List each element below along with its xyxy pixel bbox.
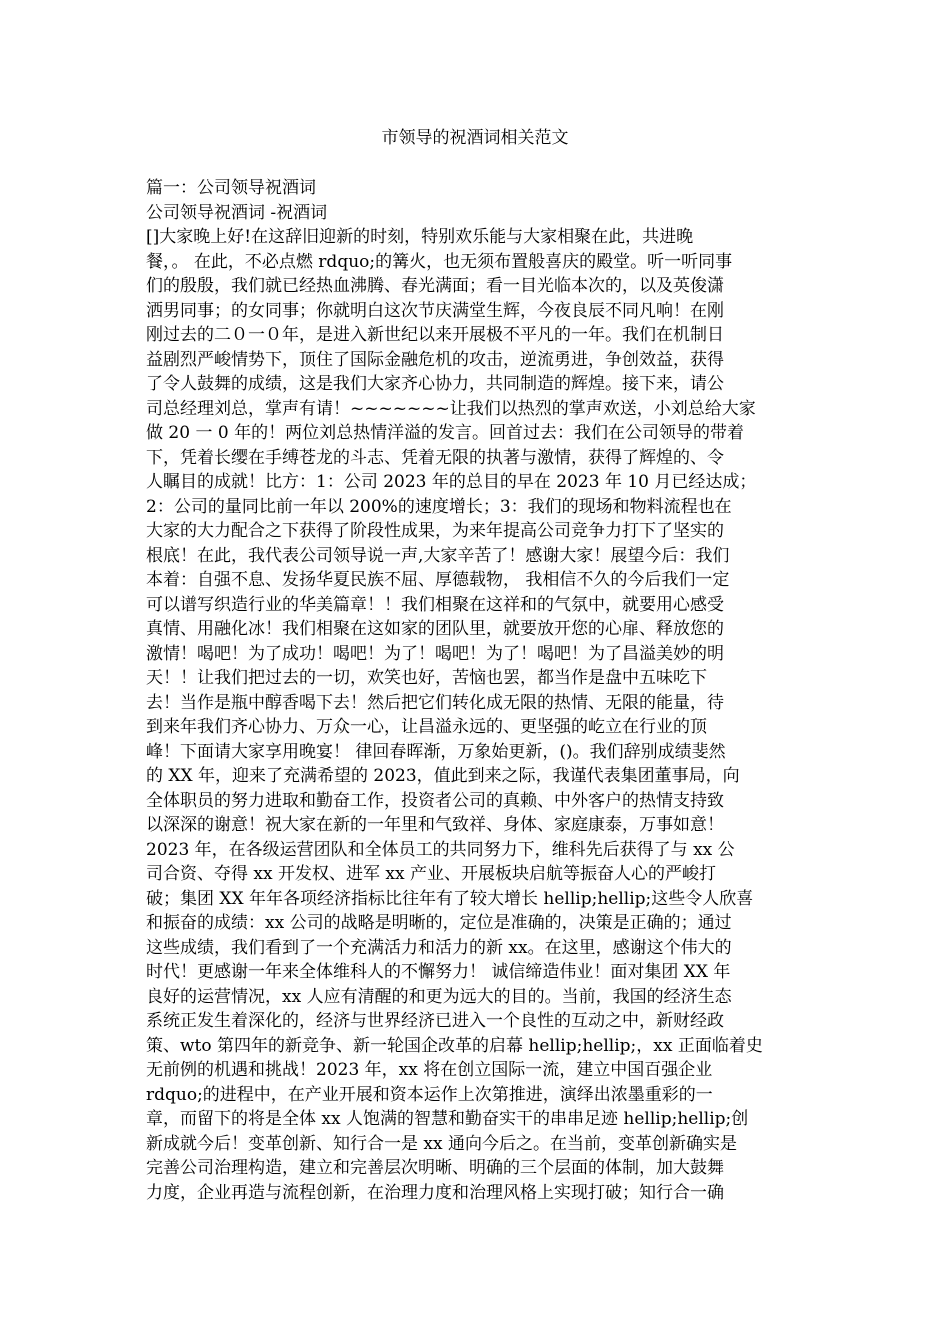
body-text-line: 了令人鼓舞的成绩，这是我们大家齐心协力，共同制造的辉煌。接下来，请公: [146, 374, 724, 394]
body-text-line: 公司领导祝酒词 -祝酒词: [146, 202, 328, 223]
body-text-line: 2023 年，在各级运营团队和全体员工的共同努力下，维科先后获得了与 xx 公: [146, 839, 735, 860]
body-text-line: 力度，企业再造与流程创新，在治理力度和治理风格上实现打破；知行合一确: [146, 1182, 724, 1203]
body-text-line: 餐，。 在此，不必点燃 rdquo;的篝火，也无须布置般喜庆的殿堂。听一听同事: [146, 251, 733, 272]
body-text-line: 人瞩目的成就！比方：1：公司 2023 年的总目的早在 2023 年 10 月已经达成；: [146, 472, 757, 492]
body-text-line: 司合资、夺得 xx 开发权、进军 xx 产业、开展板块启航等振奋人心的严峻打: [146, 864, 716, 884]
body-text-line: 做 20 一 0 年的！两位刘总热情洋溢的发言。回首过去：我们在公司领导的带着: [146, 423, 745, 443]
body-text-line: []大家晚上好!在这辞旧迎新的时刻，特别欢乐能与大家相聚在此，共进晚: [146, 227, 694, 247]
document-body: [146, 176, 806, 1205]
body-text-line: 刚过去的二０一０年，是进入新世纪以来开展极不平凡的一年。我们在机制日: [146, 325, 724, 345]
body-text-line: 系统正发生着深化的，经济与世界经济已进入一个良性的互动之中，新财经政: [146, 1011, 724, 1031]
body-text-line: 益剧烈严峻情势下，顶住了国际金融危机的攻击，逆流勇进，争创效益，获得: [146, 349, 724, 370]
body-text-line: 根底！在此，我代表公司领导说一声,大家辛苦了！感谢大家！展望今后：我们: [146, 545, 730, 566]
body-text-line: 去！当作是瓶中醇香喝下去！然后把它们转化成无限的热情、无限的能量，待: [146, 692, 724, 713]
document-title: 市领导的祝酒词相关范文: [381, 128, 569, 148]
body-text-line: 以深深的谢意！祝大家在新的一年里和气致祥、身体、家庭康泰，万事如意！: [146, 815, 724, 835]
body-text-line: 可以谱写织造行业的华美篇章！！我们相聚在这祥和的气氛中，就要用心感受: [146, 594, 724, 615]
body-text-line: 篇一：公司领导祝酒词: [146, 178, 316, 198]
body-text-line: 章，而留下的将是全体 xx 人饱满的智慧和勤奋实干的串串足迹 hellip;hellip;创: [146, 1109, 749, 1129]
body-text-line: 峰！下面请大家享用晚宴！ 律回春晖渐，万象始更新，()。我们辞别成绩斐然: [146, 741, 726, 762]
body-text-line: 真情、用融化冰！我们相聚在这如家的团队里，就要放开您的心扉、释放您的: [146, 619, 724, 639]
body-text-line: 下，凭着长缨在手缚苍龙的斗志、凭着无限的执著与激情，获得了辉煌的、令: [146, 447, 724, 468]
body-text-line: 全体职员的努力进取和勤奋工作，投资者公司的真赖、中外客户的热情支持致: [146, 790, 724, 811]
body-text-line: 到来年我们齐心协力、万众一心，让昌溢永远的、更坚强的屹立在行业的顶: [146, 717, 707, 737]
body-text-line: 天！！让我们把过去的一切，欢笑也好，苦恼也罢，都当作是盘中五味吃下: [146, 668, 707, 688]
body-text-line: 和振奋的成绩：xx 公司的战略是明晰的，定位是准确的，决策是正确的；通过: [146, 913, 732, 933]
body-text-line: 完善公司治理构造，建立和完善层次明晰、明确的三个层面的体制，加大鼓舞: [146, 1158, 724, 1178]
body-text-line: rdquo;的进程中，在产业开展和资本运作上次第推进，演绎出浓墨重彩的一: [146, 1084, 713, 1105]
body-text-line: 时代！更感谢一年来全体维科人的不懈努力！ 诚信缔造伟业！面对集团 XX 年: [146, 962, 731, 982]
body-text-line: 大家的大力配合之下获得了阶段性成果，为来年提高公司竞争力打下了坚实的: [146, 521, 724, 541]
body-text-line: 无前例的机遇和挑战！2023 年，xx 将在创立国际一流，建立中国百强企业: [146, 1060, 713, 1080]
body-text-line: 良好的运营情况，xx 人应有清醒的和更为远大的目的。当前，我国的经济生态: [146, 986, 732, 1007]
body-text-line: 司总经理刘总，掌声有请！~~~~~~~让我们以热烈的掌声欢送，小刘总给大家: [146, 398, 756, 419]
body-text-line: 新成就今后！变革创新、知行合一是 xx 通向今后之。在当前，变革创新确实是: [146, 1133, 737, 1154]
body-text-line: 策、wto 第四年的新竞争、新一轮国企改革的启幕 hellip;hellip;，xx 正面临着史: [146, 1035, 763, 1056]
body-text-line: 的 XX 年，迎来了充满希望的 2023，值此到来之际，我谨代表集团董事局，向: [146, 766, 740, 786]
body-text-line: 本着：自强不息、发扬华夏民族不屈、厚德载物， 我相信不久的今后我们一定: [146, 570, 730, 590]
body-text-line: 洒男同事；的女同事；你就明白这次节庆满堂生辉，今夜良辰不同凡响！在刚: [146, 300, 724, 321]
body-text-line: 2：公司的量同比前一年以 200%的速度增长；3：我们的现场和物料流程也在: [146, 496, 732, 517]
body-text-line: 激情！喝吧！为了成功！喝吧！为了！喝吧！为了！喝吧！为了昌溢美妙的明: [146, 643, 724, 664]
body-text-line: 这些成绩，我们看到了一个充满活力和活力的新 xx。在这里，感谢这个伟大的: [146, 937, 732, 958]
body-text-line: 们的殷殷，我们就已经热血沸腾、春光满面；看一目光临本次的，以及英俊潇: [146, 276, 724, 296]
body-text-line: 破；集团 XX 年年各项经济指标比往年有了较大增长 hellip;hellip;这些令人欣喜: [146, 888, 754, 909]
